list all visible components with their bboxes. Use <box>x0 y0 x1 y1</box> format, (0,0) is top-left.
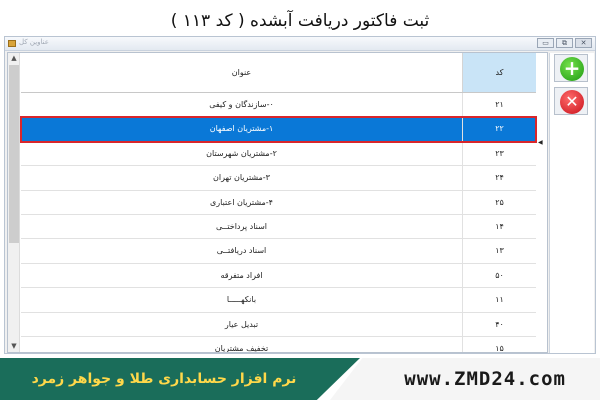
table-row[interactable] <box>21 215 536 239</box>
scroll-down-icon[interactable]: ▼ <box>11 342 17 350</box>
add-button[interactable] <box>554 54 588 82</box>
plus-circle-icon: + <box>560 57 584 81</box>
titles-window <box>4 36 596 354</box>
footer-brand-text: نرم افزار حسابداری طلا و جواهر زمرد <box>31 371 297 387</box>
table-row[interactable] <box>21 191 536 215</box>
current-row-indicator-icon: ◀ <box>538 139 543 146</box>
vertical-scrollbar[interactable] <box>8 53 20 352</box>
cell-code[interactable]: ۱۵ <box>495 343 504 353</box>
cell-title[interactable]: تبدیل عیار <box>21 313 463 336</box>
promo-footer <box>0 358 600 400</box>
scroll-thumb[interactable] <box>9 65 19 243</box>
table-row[interactable] <box>21 264 536 288</box>
close-button[interactable]: ✕ <box>575 38 592 48</box>
table-row[interactable] <box>21 93 536 117</box>
window-titlebar <box>5 37 595 51</box>
maximize-button[interactable]: ▭ <box>537 38 554 48</box>
table-row[interactable] <box>21 239 536 263</box>
cell-code[interactable]: ۲۳ <box>495 148 504 158</box>
cell-title[interactable]: ۳-مشتریان تهران <box>21 166 463 189</box>
table-row-selected[interactable] <box>21 117 536 141</box>
table-row[interactable] <box>21 337 536 353</box>
grid-table <box>21 53 536 353</box>
cell-title[interactable]: ۲-مشتریان شهرستان <box>21 142 463 165</box>
table-row[interactable] <box>21 166 536 190</box>
cell-code[interactable]: ۱۱ <box>495 295 504 305</box>
table-row[interactable] <box>21 313 536 337</box>
page-title: ثبت فاکتور دریافت آبشده ( کد ۱۱۳ ) <box>170 11 430 31</box>
delete-button[interactable] <box>554 87 588 115</box>
cell-title[interactable]: اسناد دریافتــی <box>21 239 463 262</box>
cell-code[interactable]: ۲۴ <box>495 173 504 183</box>
restore-button[interactable]: ⧉ <box>556 38 573 48</box>
cell-code[interactable]: ۲۲ <box>463 117 536 140</box>
cell-code[interactable]: ۲۵ <box>495 197 504 207</box>
column-header-title[interactable]: عنوان <box>21 53 463 92</box>
cell-code[interactable]: ۱۳ <box>495 246 504 256</box>
cell-title[interactable]: بانکهـــــا <box>21 288 463 311</box>
cell-title[interactable]: ۱-مشتریان اصفهان <box>21 117 463 140</box>
cell-title[interactable]: اسناد پرداختــی <box>21 215 463 238</box>
column-header-code[interactable]: کد <box>463 53 536 92</box>
cell-title[interactable]: تخفیف مشتریان <box>21 337 463 353</box>
cell-code[interactable]: ۱۴ <box>495 221 504 231</box>
footer-url[interactable]: www.ZMD24.com <box>404 368 566 390</box>
cell-code[interactable]: ۵۰ <box>495 270 504 280</box>
data-grid <box>7 52 548 353</box>
window-controls <box>537 38 592 48</box>
x-circle-icon: ✕ <box>560 90 584 114</box>
window-title: عناوین کل <box>19 38 49 46</box>
cell-code[interactable]: ۴۰ <box>495 319 504 329</box>
cell-code[interactable]: ۲۱ <box>495 100 504 109</box>
grid-header <box>21 53 536 93</box>
cell-title[interactable]: افراد متفرقه <box>21 264 463 287</box>
table-row[interactable] <box>21 142 536 166</box>
table-row[interactable] <box>21 288 536 312</box>
cell-title[interactable]: ۴-مشتریان اعتباری <box>21 191 463 214</box>
app-icon <box>8 40 16 47</box>
scroll-up-icon[interactable]: ▲ <box>11 54 17 62</box>
side-toolbar <box>549 53 594 353</box>
cell-title[interactable]: ۰-سازندگان و کیفی <box>21 93 463 116</box>
